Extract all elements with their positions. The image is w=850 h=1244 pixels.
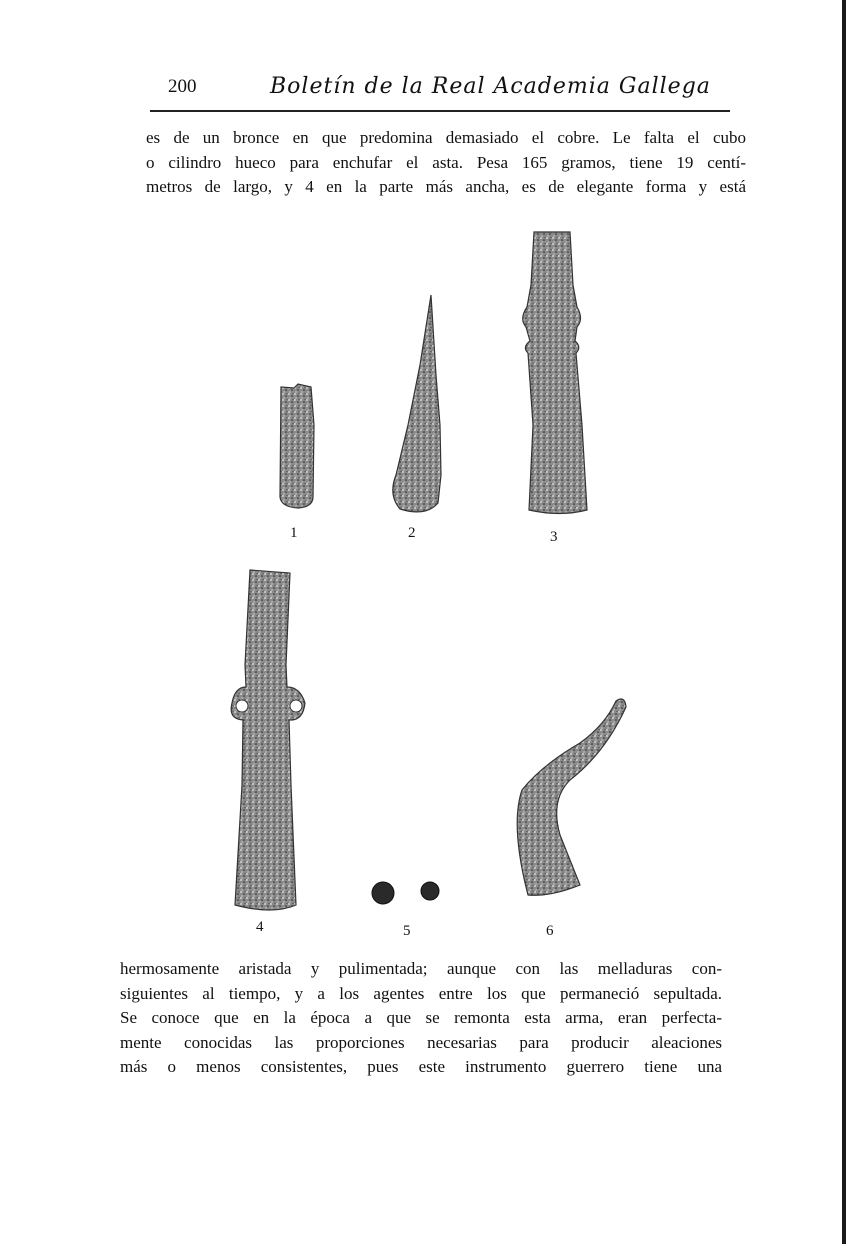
figure-label-2: 2 <box>408 525 416 541</box>
figure-label-4: 4 <box>256 919 264 935</box>
paragraph-top <box>146 126 746 200</box>
artifact-2-spearpoint <box>393 295 441 512</box>
text-line: siguientes al tiempo, y a los agentes entre los que permaneció sepultada. <box>120 983 722 1003</box>
page-edge <box>842 0 846 1244</box>
figure-label-5: 5 <box>403 923 411 939</box>
text-line: es de un bronce en que predomina demasiado el cobre. Le falta el cubo <box>146 128 746 147</box>
artifact-1-chisel <box>280 384 314 508</box>
artifact-4-loop-left <box>236 700 248 712</box>
figure-label-1: 1 <box>290 525 298 541</box>
artifact-6-sickle <box>517 699 626 895</box>
artifact-4-looped-palstave <box>231 570 305 910</box>
page-header <box>150 72 730 112</box>
header-rule <box>150 110 730 112</box>
figure-label-6: 6 <box>546 923 554 939</box>
artifact-5-ball-large <box>372 882 394 904</box>
artifacts-illustration <box>150 225 710 945</box>
text-line: metros de largo, y 4 en la parte más ancha, es de elegante forma y está <box>146 177 746 196</box>
artifact-5-ball-small <box>421 882 439 900</box>
journal-title: Boletín de la Real Academia Gallega <box>270 74 711 99</box>
artifact-3-socketed-axe <box>523 232 587 514</box>
figure-label-3: 3 <box>550 529 558 545</box>
text-line: mente conocidas las proporciones necesarias para producir aleaciones <box>120 1032 722 1052</box>
page-number: 200 <box>168 76 197 97</box>
bronze-artifacts-figure <box>150 225 710 945</box>
text-line: Se conoce que en la época a que se remonta esta arma, eran perfecta- <box>120 1008 722 1027</box>
artifact-4-loop-right <box>290 700 302 712</box>
text-line: o cilindro hueco para enchufar el asta. Pesa 165 gramos, tiene 19 centí- <box>146 152 746 172</box>
paragraph-bottom <box>120 957 722 1080</box>
text-line: hermosamente aristada y pulimentada; aunque con las melladuras con- <box>120 959 722 978</box>
text-line: más o menos consistentes, pues este instrumento guerrero tiene una <box>120 1057 722 1076</box>
